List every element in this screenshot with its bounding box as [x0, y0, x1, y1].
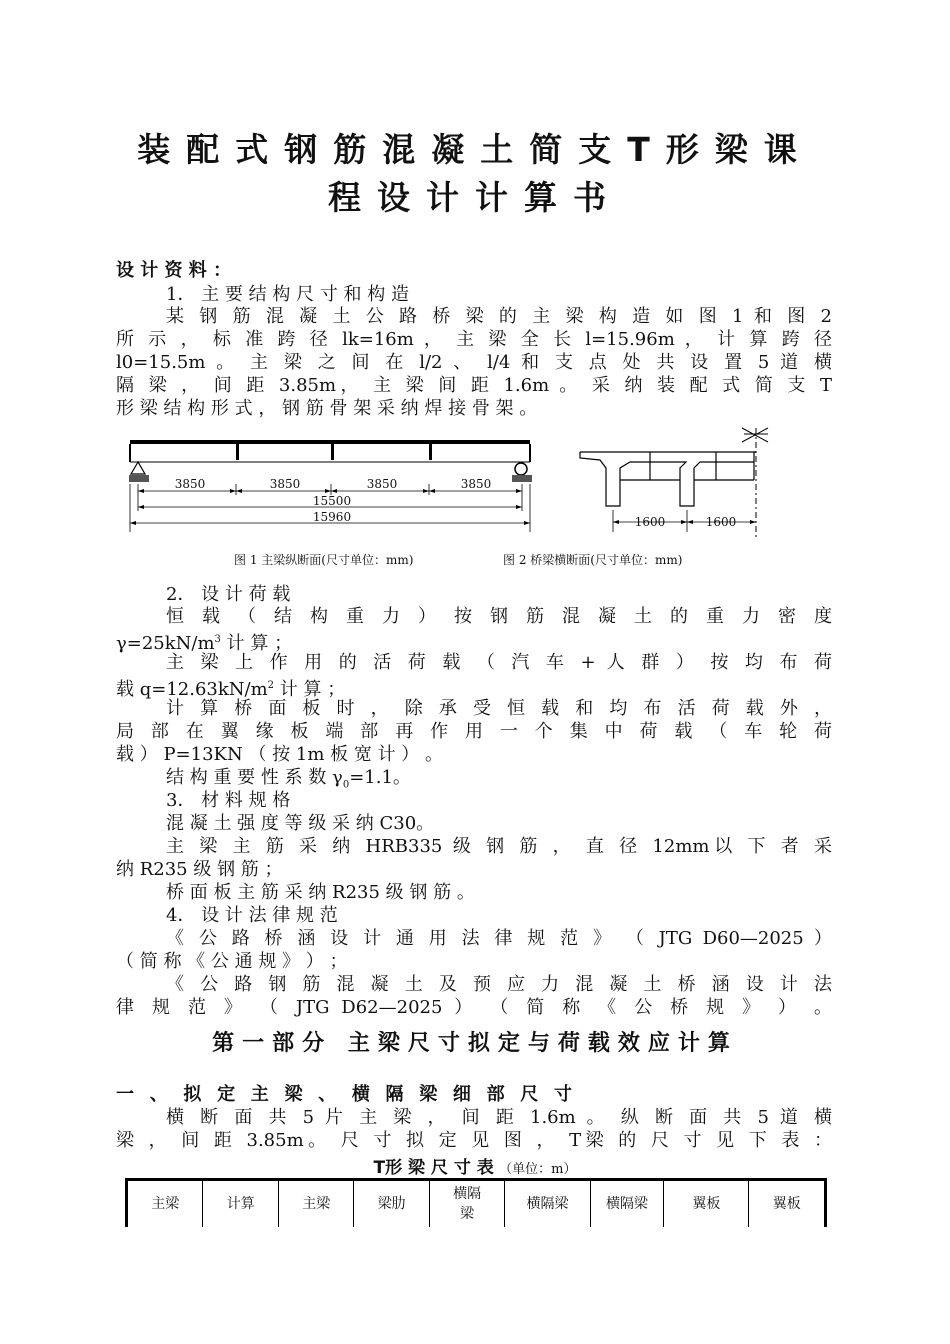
paragraph-line: 《 公 路 钢 筋 混 凝 土 及 预 应 力 混 凝 土 桥 涵 设 计 法	[166, 974, 832, 995]
paragraph-line: 律 规 范 》 （ JTG D62—2025 ） （ 简 称 《 公 桥 规 》 ） 。	[116, 997, 832, 1018]
calc-span-dimension-label: 15500	[312, 494, 352, 508]
part1-subheading: 一 、 拟 定 主 梁 、 横 隔 梁 细 部 尺 寸	[116, 1084, 572, 1105]
paragraph-line: （ 简 称 《 公 通 规 》 ） ；	[116, 951, 348, 972]
paragraph-line: 形 梁 结 构 形 式 ， 钢 筋 骨 架 采 纳 焊 接 骨 架 。	[116, 398, 538, 419]
table-header-cell: 翼板	[664, 1180, 749, 1228]
figure-1-longitudinal-section	[120, 428, 540, 540]
figure-1-caption: 图 1 主梁纵断面(尺寸单位：mm)	[234, 553, 414, 567]
table-title: T形 梁 尺 寸 表 （单位：m）	[373, 1158, 577, 1178]
total-length-dimension-label: 15960	[312, 510, 352, 524]
table-header-row	[127, 1180, 826, 1228]
paragraph-line: 主 梁 上 作 用 的 活 荷 载 （ 汽 车 + 人 群 ） 按 均 布 荷	[166, 652, 832, 673]
table-header-cell: 主梁	[278, 1180, 353, 1228]
paragraph-line: 《 公 路 桥 涵 设 计 通 用 法 律 规 范 》 （ JTG D60—2025 ）	[166, 928, 832, 949]
figure-2-cross-section	[576, 426, 776, 542]
paragraph-line: 所 示 ， 标 准 跨 径 lk=16m ， 主 梁 全 长 l=15.96m ， 计 算 跨 径	[116, 329, 832, 350]
table-header-cell: 计算	[203, 1180, 278, 1228]
paragraph-line: 隔 梁 ， 间 距 3.85m， 主 梁 间 距 1.6m 。 采 纳 装 配 式 简 支 T	[116, 375, 832, 396]
paragraph-line: 主 梁 主 筋 采 纳 HRB335 级 钢 筋 ， 直 径 12mm以 下 者 采	[166, 836, 832, 857]
section2-heading: 2． 设 计 荷 载	[166, 584, 291, 605]
paragraph-line: 梁 ， 间 距 3.85m。 尺 寸 拟 定 见 图 ， T梁 的 尺 寸 见 下 表 ：	[116, 1130, 832, 1151]
span-dimension-label: 3850	[460, 477, 492, 491]
paragraph-line: 某 钢 筋 混 凝 土 公 路 桥 梁 的 主 梁 构 造 如 图 1 和 图 2	[166, 306, 832, 327]
beam-spacing-label: 1600	[705, 515, 737, 529]
paragraph-line: 恒 载 （ 结 构 重 力 ） 按 钢 筋 混 凝 土 的 重 力 密 度	[166, 606, 832, 627]
paragraph-line: $\gamma=25kN/m^3$ 计 算 ；	[116, 633, 293, 654]
table-header-cell: 翼板	[772, 1196, 801, 1212]
part1-title: 第一部分 主梁尺寸拟定与荷载效应计算	[212, 1031, 738, 1056]
paragraph-line: l0=15.5m 。 主 梁 之 间 在 l/2 、 l/4 和 支 点 处 共 设 置 5 道 横	[116, 352, 832, 373]
t-beam-dimension-table	[125, 1178, 827, 1227]
paragraph-line: 混 凝 土 强 度 等 级 采 纳 C30。	[166, 813, 435, 834]
span-dimension-label: 3850	[269, 477, 301, 491]
beam-spacing-label: 1600	[634, 515, 666, 529]
paragraph-line: 载 ） P=13KN （ 按 1m 板 宽 计 ） 。	[116, 744, 444, 765]
paragraph-line: 载 $q=12.63kN/m^2$ 计 算 ；	[116, 679, 346, 700]
table-header-cell: 主梁	[127, 1180, 203, 1228]
section3-heading: 3． 材 料 规 格	[166, 790, 291, 811]
figure-2-caption: 图 2 桥梁横断面(尺寸单位：mm)	[503, 553, 683, 567]
table-header-cell: 横隔梁	[505, 1180, 590, 1228]
paragraph-line: 计 算 桥 面 板 时 ， 除 承 受 恒 载 和 均 布 活 荷 载 外 ，	[166, 698, 832, 719]
section4-heading: 4． 设 计 法 律 规 范	[166, 905, 338, 926]
design-data-heading: 设 计 资 料 ：	[116, 260, 232, 281]
document-title-line1: 装配式钢筋混凝土简支T形梁课	[137, 130, 813, 169]
table-header-cell: 横隔梁	[590, 1180, 664, 1228]
span-dimension-label: 3850	[174, 477, 206, 491]
paragraph-line: 桥 面 板 主 筋 采 纳 R235 级 钢 筋 。	[166, 882, 475, 903]
span-dimension-label: 3850	[366, 477, 398, 491]
document-title-line2: 程设计计算书	[328, 178, 622, 217]
paragraph-line: 纳 R235 级 钢 筋 ；	[116, 859, 283, 880]
paragraph-line: 横 断 面 共 5 片 主 梁 ， 间 距 1.6m 。 纵 断 面 共 5 道 横	[166, 1107, 832, 1128]
table-header-cell: 横隔 梁	[429, 1180, 504, 1228]
table-header-cell: 梁肋	[354, 1180, 429, 1228]
paragraph-line: 结 构 重 要 性 系 数 $\gamma_0=1.1$。	[166, 767, 411, 791]
section1-heading: 1． 主 要 结 构 尺 寸 和 构 造	[166, 284, 409, 305]
paragraph-line: 局 部 在 翼 缘 板 端 部 再 作 用 一 个 集 中 荷 载 （ 车 轮 荷	[116, 721, 832, 742]
